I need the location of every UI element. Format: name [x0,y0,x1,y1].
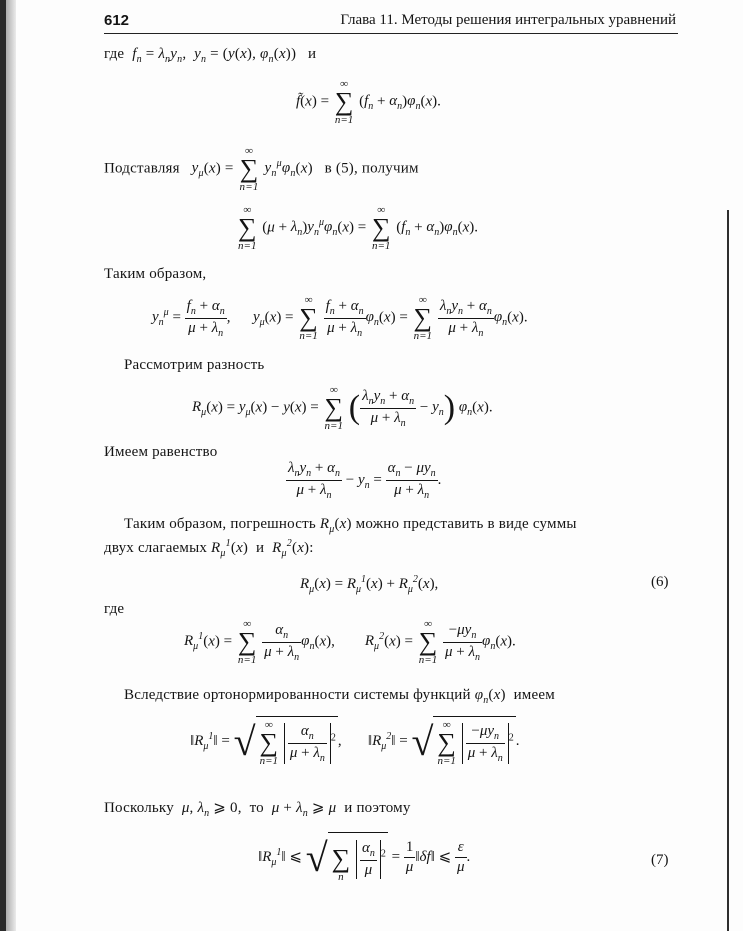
word-where: где [104,46,125,62]
scan-shadow [6,0,16,931]
word-and-2: и [256,540,265,556]
equation-number-6: (6) [651,574,669,590]
word-in5: в (5), получим [324,160,419,177]
scan-edge-right [727,210,729,931]
word-and: и [308,46,317,62]
equation-identity: $\frac{\lambda_ny_n + \alpha_n}{\mu + \lambda_n}$ − $y_n$ = $\frac{\alpha_n - \mu y_n}{\mu + \lambda_n}$ . [288,460,442,501]
substituting-line: Подставляя $y_\mu(x)$ = ∞ ∑ n=1 $y_n^\mu\varphi_n(x)$ в (5), получим [104,145,419,193]
word-thus: Таким образом, [104,266,207,282]
word-therefore: и поэтому [344,800,411,816]
word-two-terms: двух слагаемых [104,540,208,556]
equation-substituted: ∞ ∑ n=1 $(\mu + \lambda_n)y_n^\mu\varphi_n(x)$ = ∞ ∑ n=1 $(f_n + \alpha_n)\varphi_n(x)$. [238,204,478,252]
word-represent: можно представить в виде суммы [355,516,577,532]
word-substituting: Подставляя [104,160,180,177]
page-number: 612 [104,12,130,29]
equation-yn-mu: $y_n^\mu$ = $\frac{f_n + \alpha_n}{\mu + \lambda_n}$ , $y_\mu(x)$ = ∞ ∑ n=1 $\frac{f_n + \alpha_n}{\mu + \lambda_n}$ $\varphi_n(x)$ = ∞ ∑ n=1 $\frac{\lambda_ny_n + \alpha_n}{\mu + \lambda_n}$ $\varphi_n(x)$. [152,294,528,342]
thus-line [104,266,206,283]
word-since: Поскольку [104,800,174,816]
error-line-2: двух слагаемых $R_\mu^1(x)$ и $R_\mu^2(x)$: [104,538,314,559]
formula-fn: $f_n$ [132,46,142,65]
chapter-title: Глава 11. Методы решения интегральных уравнений [340,12,676,28]
running-header [104,12,676,30]
equation-number-7: (7) [651,852,669,868]
error-line-1: Таким образом, погрешность $R_\mu(x)$ можно представить в виде суммы [124,516,577,535]
equation-6: $R_\mu(x) = R_\mu^1(x) + R_\mu^2(x)$, [300,574,439,595]
word-consider: Рассмотрим разность [124,357,265,373]
where-line-2 [104,601,124,618]
equation-R1-R2: $R_\mu^1(x)$ = ∞ ∑ n=1 $\frac{\alpha_n}{\mu + \lambda_n}$ $\varphi_n(x)$, $R_\mu^2(x)$ = ∞ ∑ n=1 $\frac{-\mu y_n}{\mu + \lambda_n}$ $\varphi_n(x)$. [184,618,516,666]
equation-R-mu: $R_\mu(x) = y_\mu(x) - y(x)$ = ∞ ∑ n=1 ( $\frac{\lambda_ny_n + \alpha_n}{\mu + \lambda_n}$ − $y_n$) $\varphi_n(x)$. [192,384,493,432]
equation-norms: $‖R_\mu^1‖$ = √ ∞ ∑ n=1 $\frac{\alpha_n}{\mu + \lambda_n}$ $^2$ , $‖R_\mu^2‖$ = √ ∞ ∑ n=1 $\frac{-\mu y_n}{\mu + \lambda_n}$ $^2$ . [190,716,519,767]
word-we-have: Имеем равенство [104,444,218,460]
word-thus-error: Таким образом, погрешность [124,516,316,532]
since-line: Поскольку μ, $\lambda_n$ ⩾ 0, то $\mu + \lambda_n$ ⩾ μ и поэтому [104,800,411,819]
word-then: то [249,800,264,816]
equation-7: $‖R_\mu^1‖$ ⩽ √ ∑ n $\frac{\alpha_n}{\mu}$ $^2$ = $\frac{1}{\mu}$ ‖δf‖ ⩽ $\frac{\varepsilon}{\mu}$ . [258,832,470,883]
word-orthonorm: Вследствие ортонормированности системы функций [124,687,471,703]
header-rule [104,33,678,34]
orthonorm-line: Вследствие ортонормированности системы функций $\varphi_n(x)$ имеем [124,687,555,706]
equation-ftilde: f̃(x) = ∞ ∑ n=1 $(f_n + \alpha_n)\varphi_n(x)$. [296,78,441,126]
where-line: где $f_n = \lambda_ny_n$, $y_n = (y(x)$, $\varphi_n(x)$) и [104,46,317,65]
we-have-line [104,444,217,461]
consider-line [124,357,264,374]
word-where-2: где [104,601,125,617]
word-have: имеем [513,687,555,703]
